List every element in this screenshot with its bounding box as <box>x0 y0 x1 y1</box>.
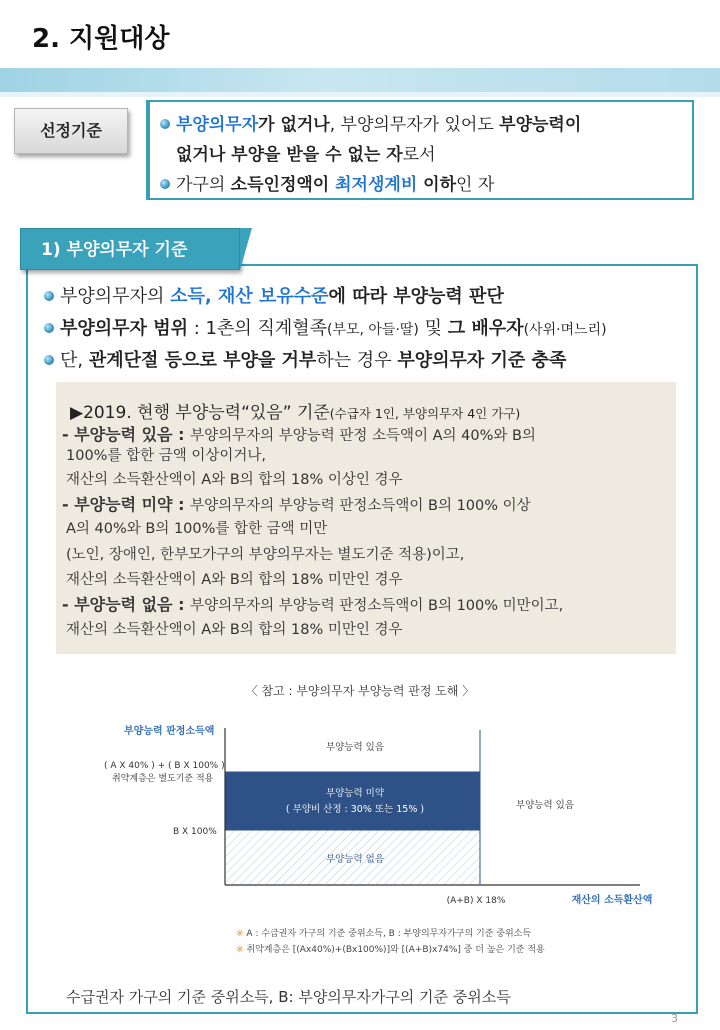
header-band <box>0 68 720 92</box>
region-mid-area <box>225 772 480 830</box>
text-segment: 부양의무자의 부양능력 판정 소득액이 A의 40%와 B의 <box>190 428 536 444</box>
section-item-2 <box>44 314 607 340</box>
x-axis-label: 재산의 소득환산액 <box>571 895 653 906</box>
page-number: 3 <box>671 1012 678 1025</box>
text-segment: 에 따라 부양능력 판단 <box>328 286 504 307</box>
bullet-icon <box>44 323 54 333</box>
text-segment: : 1촌의 직계혈족 <box>187 318 327 339</box>
section-item-3 <box>44 346 566 372</box>
section-item-1 <box>44 282 504 308</box>
bullet-icon <box>44 291 54 301</box>
region-mid-label-2: ( 부양비 산정 : 30% 또는 15% ) <box>285 804 425 815</box>
text-segment: , 부양의무자가 있어도 <box>329 115 500 135</box>
region-right-label: 부양능력 있음 <box>515 800 575 811</box>
eligibility-diagram <box>0 700 720 906</box>
note-line-2: 100%를 합한 금액 이상이거나, <box>66 448 266 464</box>
y-axis-label: 부양능력 판정소득액 <box>124 726 215 737</box>
text-segment: 가 없거나 <box>258 115 330 135</box>
x-mark: (A+B) X 18% <box>446 896 506 906</box>
note-line-4 <box>62 495 531 516</box>
text-segment: 소득인정액이 <box>230 175 336 195</box>
criteria-line-2 <box>176 140 436 165</box>
text-segment: 부양의무자의 <box>60 286 171 307</box>
text-segment: A : 수급권자 가구의 기준 중위소득, B : 부양의무자가구의 기준 중위소득 <box>246 929 532 939</box>
caption: 수급권자 가구의 기준 중위소득, B: 부양의무자가구의 기준 중위소득 <box>66 988 511 1006</box>
criteria-tab: 선정기준 <box>14 108 128 154</box>
text-segment: (부모, 아들·딸) <box>327 322 419 338</box>
diagram-footnote-1 <box>236 926 531 939</box>
text-segment: 소득, 재산 보유수준 <box>170 286 329 307</box>
y-mark-lower: B X 100% <box>173 827 217 837</box>
text-segment: 이하 <box>417 175 457 195</box>
section-tab: 1) 부양의무자 기준 <box>20 228 240 270</box>
note-line-5: A의 40%와 B의 100%를 합한 금액 미만 <box>66 521 328 537</box>
text-segment: 없거나 부양을 받을 수 없는 자 <box>176 145 403 165</box>
text-segment: 부양의무자 기준 충족 <box>397 350 567 371</box>
text-segment: - 부양능력 없음 : <box>62 595 191 614</box>
bullet-icon <box>160 179 170 189</box>
text-segment: 최저생계비 <box>335 175 418 195</box>
text-segment: 로서 <box>402 145 436 165</box>
text-segment: 부양능력이 <box>499 115 582 135</box>
region-bottom-label: 부양능력 없음 <box>325 854 385 865</box>
section-tab-tail <box>240 228 252 270</box>
note-line-9: 재산의 소득환산액이 A와 B의 합의 18% 미만인 경우 <box>66 622 403 638</box>
text-segment: 부양의무자 범위 <box>60 318 188 339</box>
text-segment: 하는 경우 <box>316 350 398 371</box>
note-line-7: 재산의 소득환산액이 A와 B의 합의 18% 미만인 경우 <box>66 572 403 588</box>
footnote-mark: ※ <box>236 929 244 939</box>
bullet-icon <box>44 355 54 365</box>
text-segment: ▶2019. 현행 부양능력“있음” 기준 <box>70 403 330 423</box>
text-segment: 및 <box>418 318 448 339</box>
text-segment: - 부양능력 있음 : <box>62 425 191 444</box>
diagram-title: 〈 참고 : 부양의무자 부양능력 판정 도해 〉 <box>245 684 475 698</box>
footnote-mark: ※ <box>236 945 244 955</box>
note-line-3: 재산의 소득환산액이 A와 B의 합의 18% 이상인 경우 <box>66 472 403 488</box>
y-mark-upper-1: ( A X 40% ) + ( B X 100% ) <box>104 761 225 771</box>
note-heading <box>70 398 520 423</box>
text-segment: 인 자 <box>456 175 495 195</box>
note-line-1 <box>62 425 536 446</box>
text-segment: 관계단절 등으로 부양을 거부 <box>88 350 317 371</box>
note-line-8 <box>62 595 563 616</box>
region-mid-label-1: 부양능력 미약 <box>325 788 385 799</box>
text-segment: 부양의무자의 부양능력 판정소득액이 B의 100% 미만이고, <box>190 598 564 614</box>
note-line-6: (노인, 장애인, 한부모가구의 부양의무자는 별도기준 적용)이고, <box>66 547 465 563</box>
text-segment: 가구의 <box>176 175 231 195</box>
text-segment: (사위·며느리) <box>523 322 607 338</box>
text-segment: 단, <box>60 350 89 371</box>
y-mark-upper-2: 취약계층은 별도기준 적용 <box>112 774 214 784</box>
criteria-line-1 <box>160 110 581 135</box>
text-segment: 취약계층은 [(Ax40%)+(Bx100%)]와 [(A+B)x74%] 중 더 높은 기준 적용 <box>246 945 545 955</box>
text-segment: 그 배우자 <box>447 318 524 339</box>
diagram-footnote-2 <box>236 942 545 955</box>
criteria-line-3 <box>160 170 494 195</box>
page-title: 2. 지원대상 <box>32 24 170 54</box>
text-segment: 부양의무자 <box>176 115 259 135</box>
text-segment: - 부양능력 미약 : <box>62 495 191 514</box>
text-segment: (수급자 1인, 부양의무자 4인 가구) <box>329 406 521 421</box>
bullet-icon <box>160 119 170 129</box>
text-segment: 부양의무자의 부양능력 판정소득액이 B의 100% 이상 <box>190 498 531 514</box>
region-top-label: 부양능력 있음 <box>325 742 385 753</box>
